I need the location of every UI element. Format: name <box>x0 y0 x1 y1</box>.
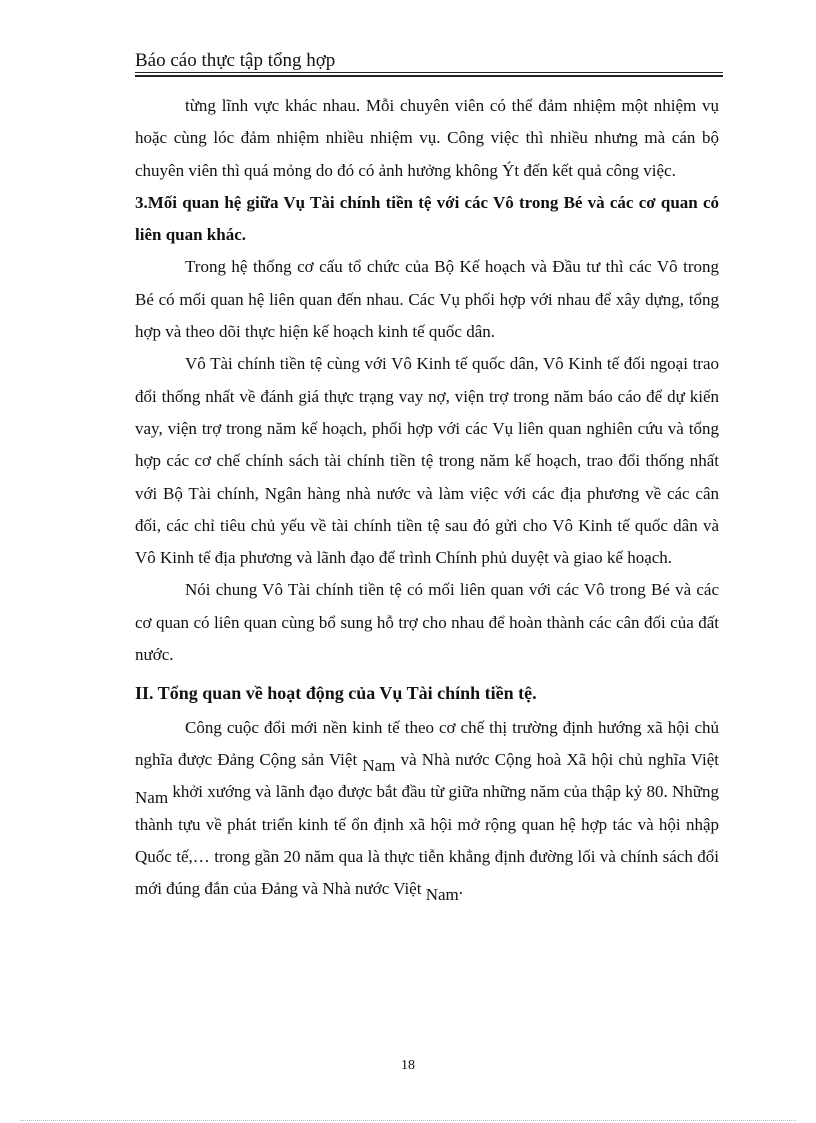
country-name: Nam <box>362 755 396 775</box>
paragraph-continuation: từng lĩnh vực khác nhau. Mỗi chuyên viên có thể đảm nhiệm một nhiệm vụ hoặc cùng lóc đảm nhiệm nhiều nhiệm vụ. Công việc thì nhiều nhưng mà cán bộ chuyên viên thì quá mỏng do đó có ảnh hưởng không Ýt đến kết quả công việc. <box>135 96 719 180</box>
country-name: Nam <box>135 788 169 808</box>
reform-text-a: Công cuộc đổi mới nền kinh tế theo cơ chế thị trường định hướng xã hội chủ nghĩa được Đảng Cộng sản Việt <box>135 717 719 769</box>
page-bottom-border <box>20 1120 796 1121</box>
reform-text-c: khởi xướng và lãnh đạo được bắt đầu từ giữa những năm của thập kỷ 80. Những thành tựu về phát triển kinh tế ổn định xã hội mở rộng quan hệ hợp tác và hội nhập Quốc tế,… trong gần 20 năm qua là thực tiễn khẳng định đường lối và chính sách đổi mới đúng đắn của Đảng và Nhà nước Việt <box>135 782 719 899</box>
country-name: Nam <box>425 885 459 905</box>
paragraph-coordination: Vô Tài chính tiền tệ cùng với Vô Kinh tế quốc dân, Vô Kinh tế đối ngoại trao đổi thống nhất về đánh giá thực trạng vay nợ, viện trợ trong năm báo cáo để dự kiến vay, viện trợ trong năm kế hoạch, phối hợp với các Vụ liên quan nghiên cứu và tổng hợp các cơ chế chính sách tài chính tiền tệ trong năm kế hoạch, trao đổi thống nhất với Bộ Tài chính, Ngân hàng nhà nước và làm việc với các địa phương về các cân đối, các chỉ tiêu chủ yếu về tài chính tiền tệ sau đó gửi cho Vô Kinh tế quốc dân và Vô Kinh tế địa phương và lãnh đạo để trình Chính phủ duyệt và giao kế hoạch. <box>135 354 719 568</box>
reform-text-b: và Nhà nước Cộng hoà Xã hội chủ nghĩa Việt <box>395 749 719 769</box>
paragraph-summary: Nói chung Vô Tài chính tiền tệ có mối liên quan với các Vô trong Bé và các cơ quan có liên quan cùng bổ sung hỗ trợ cho nhau để hoàn thành các cân đối của đất nước. <box>135 580 719 665</box>
paragraph-reform <box>135 712 719 906</box>
header-rule-thick <box>135 75 723 77</box>
page-number: 18 <box>401 1058 415 1073</box>
reform-text-end: . <box>458 879 463 899</box>
section-heading-ii: II. Tổng quan về hoạt động của Vụ Tài chính tiền tệ. <box>135 683 537 704</box>
paragraph-org-structure: Trong hệ thống cơ cấu tổ chức của Bộ Kế hoạch và Đầu tư thì các Vô trong Bé có mối quan hệ liên quan đến nhau. Các Vụ phối hợp với nhau để xây dựng, tổng hợp và theo dõi thực hiện kế hoạch kinh tế quốc dân. <box>135 257 719 342</box>
header-rule-thin <box>135 72 723 73</box>
page-body <box>135 90 719 905</box>
page-header: Báo cáo thực tập tổng hợp <box>135 50 336 71</box>
section-heading-3: 3.Mối quan hệ giữa Vụ Tài chính tiền tệ với các Vô trong Bé và các cơ quan có liên quan khác. <box>135 192 719 245</box>
